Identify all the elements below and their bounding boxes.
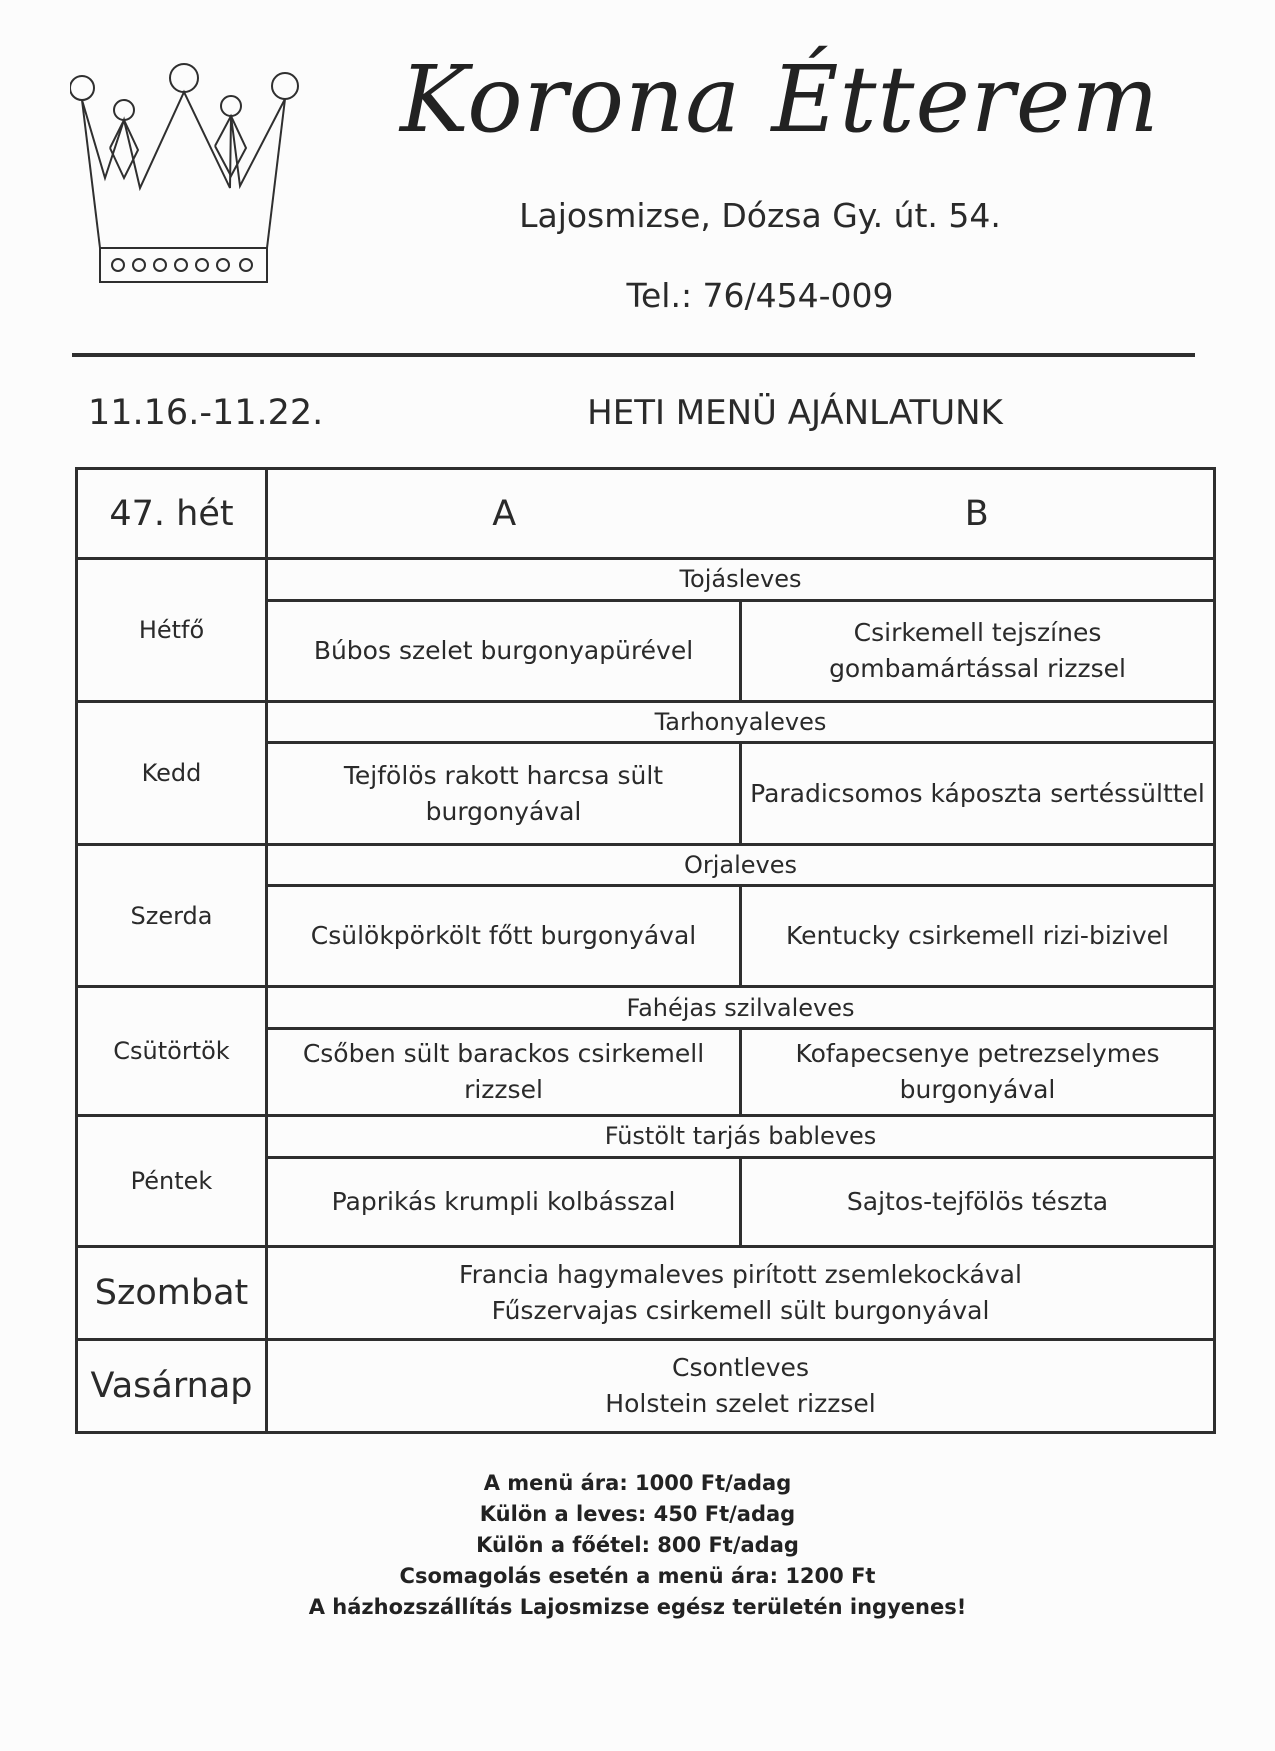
table-row — [77, 701, 1215, 743]
day-label: Kedd — [77, 701, 267, 844]
day-label: Csütörtök — [77, 987, 267, 1116]
menu-a-cell: Csőben sült barackos csirkemell rizzsel — [267, 1028, 741, 1115]
soup-cell: Tarhonyaleves — [267, 701, 1215, 743]
takeaway-price: Csomagolás esetén a menü ára: 1200 Ft — [399, 1564, 876, 1588]
menu-b-cell: Kentucky csirkemell rizi-bizivel — [741, 886, 1215, 987]
menu-price: A menü ára: 1000 Ft/adag — [483, 1471, 792, 1495]
restaurant-name: Korona Étterem — [400, 46, 1160, 153]
menu-a-cell: Búbos szelet burgonyapürével — [267, 600, 741, 701]
soup-cell: Tojásleves — [267, 559, 1215, 601]
weekend-soup: Francia hagymaleves pirított zsemlekockával — [459, 1259, 1022, 1289]
table-row — [77, 844, 1215, 886]
phone: Tel.: 76/454-009 — [626, 276, 894, 315]
table-row — [77, 1116, 1215, 1158]
weekend-soup: Csontleves — [672, 1352, 809, 1382]
menu-b-cell: Csirkemell tejszínes gombamártással rizzsel — [741, 600, 1215, 701]
crown-icon — [70, 58, 305, 288]
divider — [72, 353, 1195, 357]
day-label: Szombat — [77, 1246, 267, 1339]
soup-cell: Füstölt tarjás bableves — [267, 1116, 1215, 1158]
menu-b-cell: Sajtos-tejfölös tészta — [741, 1157, 1215, 1246]
soup-cell: Orjaleves — [267, 844, 1215, 886]
soup-price: Külön a leves: 450 Ft/adag — [479, 1502, 796, 1526]
address: Lajosmizse, Dózsa Gy. út. 54. — [519, 196, 1001, 235]
day-label: Vasárnap — [77, 1339, 267, 1432]
menu-a-cell: Tejfölös rakott harcsa sült burgonyával — [267, 743, 741, 844]
table-header-row — [77, 469, 1215, 559]
weekend-main: Holstein szelet rizzsel — [605, 1388, 876, 1418]
day-label: Hétfő — [77, 559, 267, 702]
menu-a-cell: Csülökpörkölt főtt burgonyával — [267, 886, 741, 987]
delivery-note: A házhozszállítás Lajosmizse egész területén ingyenes! — [308, 1595, 967, 1619]
column-b-header: B — [741, 469, 1215, 559]
menu-b-cell: Kofapecsenye petrezselymes burgonyával — [741, 1028, 1215, 1115]
table-row — [77, 1246, 1215, 1339]
column-a-header: A — [267, 469, 741, 559]
table-row — [77, 1339, 1215, 1432]
menu-b-cell: Paradicsomos káposzta sertéssülttel — [741, 743, 1215, 844]
weekend-menu-cell — [267, 1246, 1215, 1339]
day-label: Szerda — [77, 844, 267, 987]
table-row — [77, 987, 1215, 1029]
weekly-menu-table — [75, 467, 1216, 1434]
table-row — [77, 559, 1215, 601]
menu-a-cell: Paprikás krumpli kolbásszal — [267, 1157, 741, 1246]
page-title: HETI MENÜ AJÁNLATUNK — [587, 393, 1003, 433]
week-number: 47. hét — [77, 469, 267, 559]
soup-cell: Fahéjas szilvaleves — [267, 987, 1215, 1029]
weekend-main: Fűszervajas csirkemell sült burgonyával — [491, 1295, 990, 1325]
main-course-price: Külön a főétel: 800 Ft/adag — [476, 1533, 799, 1557]
price-info — [0, 1468, 1275, 1623]
date-range: 11.16.-11.22. — [88, 393, 324, 433]
weekend-menu-cell — [267, 1339, 1215, 1432]
day-label: Péntek — [77, 1116, 267, 1247]
